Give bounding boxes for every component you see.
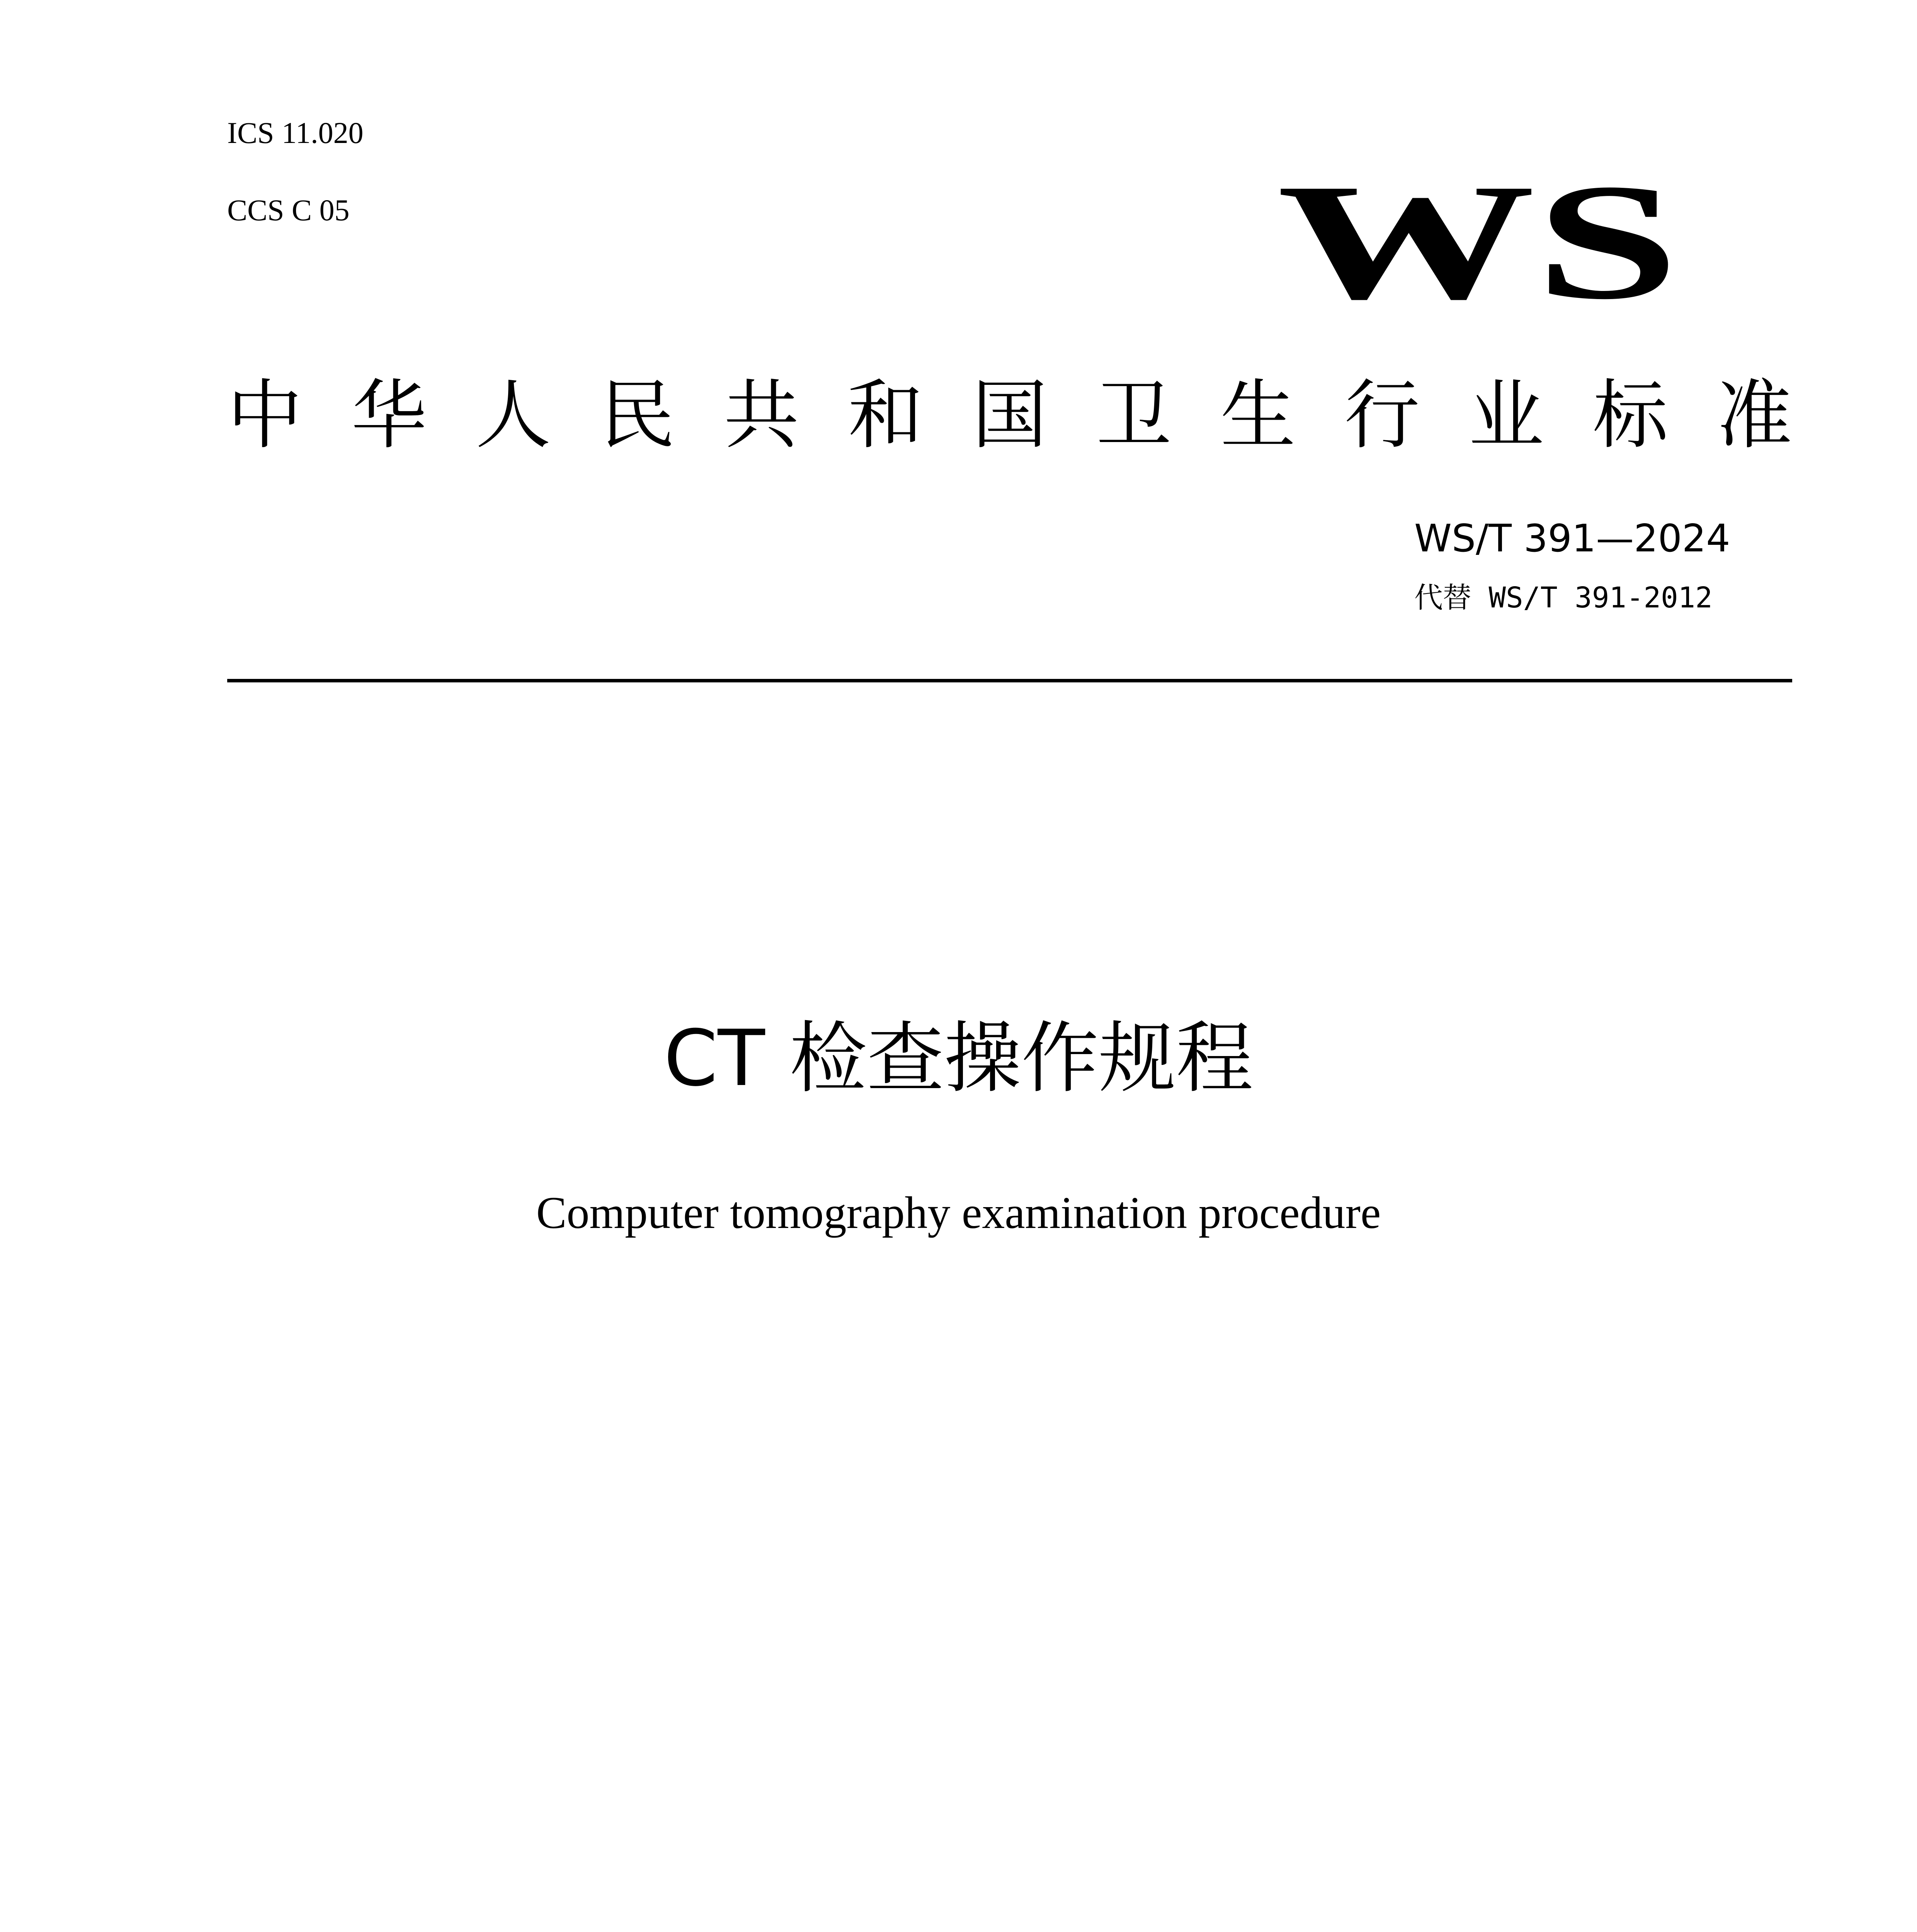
ws-logo-text: WS (1277, 155, 1679, 317)
standard-type-char: 人 (475, 371, 551, 459)
title-english: Computer tomography examination procedure (536, 1187, 1381, 1238)
standard-type-char: 业 (1468, 371, 1544, 459)
ccs-code: CCS C 05 (227, 193, 350, 227)
standard-type-char: 国 (972, 371, 1048, 459)
title-chinese: CT 检查操作规程 (663, 1014, 1254, 1104)
standard-type-char: 卫 (1096, 371, 1172, 459)
replaces-standard: 代替 WS/T 391-2012 (1414, 581, 1713, 614)
standard-type-char: 华 (351, 371, 427, 459)
standard-type-char: 和 (848, 371, 924, 459)
standard-type-heading (227, 369, 1792, 462)
standard-type-char: 准 (1717, 371, 1792, 459)
ics-code: ICS 11.020 (227, 116, 364, 150)
standard-type-char: 中 (227, 371, 303, 459)
top-divider (227, 679, 1792, 682)
standard-type-char: 行 (1344, 371, 1420, 459)
standard-type-char: 共 (724, 371, 799, 459)
standard-type-char: 民 (599, 371, 675, 459)
ws-logo (1271, 155, 1685, 317)
standard-number: WS/T 391—2024 (1414, 517, 1730, 561)
standard-type-char: 标 (1592, 371, 1668, 459)
standard-type-char: 生 (1220, 371, 1296, 459)
